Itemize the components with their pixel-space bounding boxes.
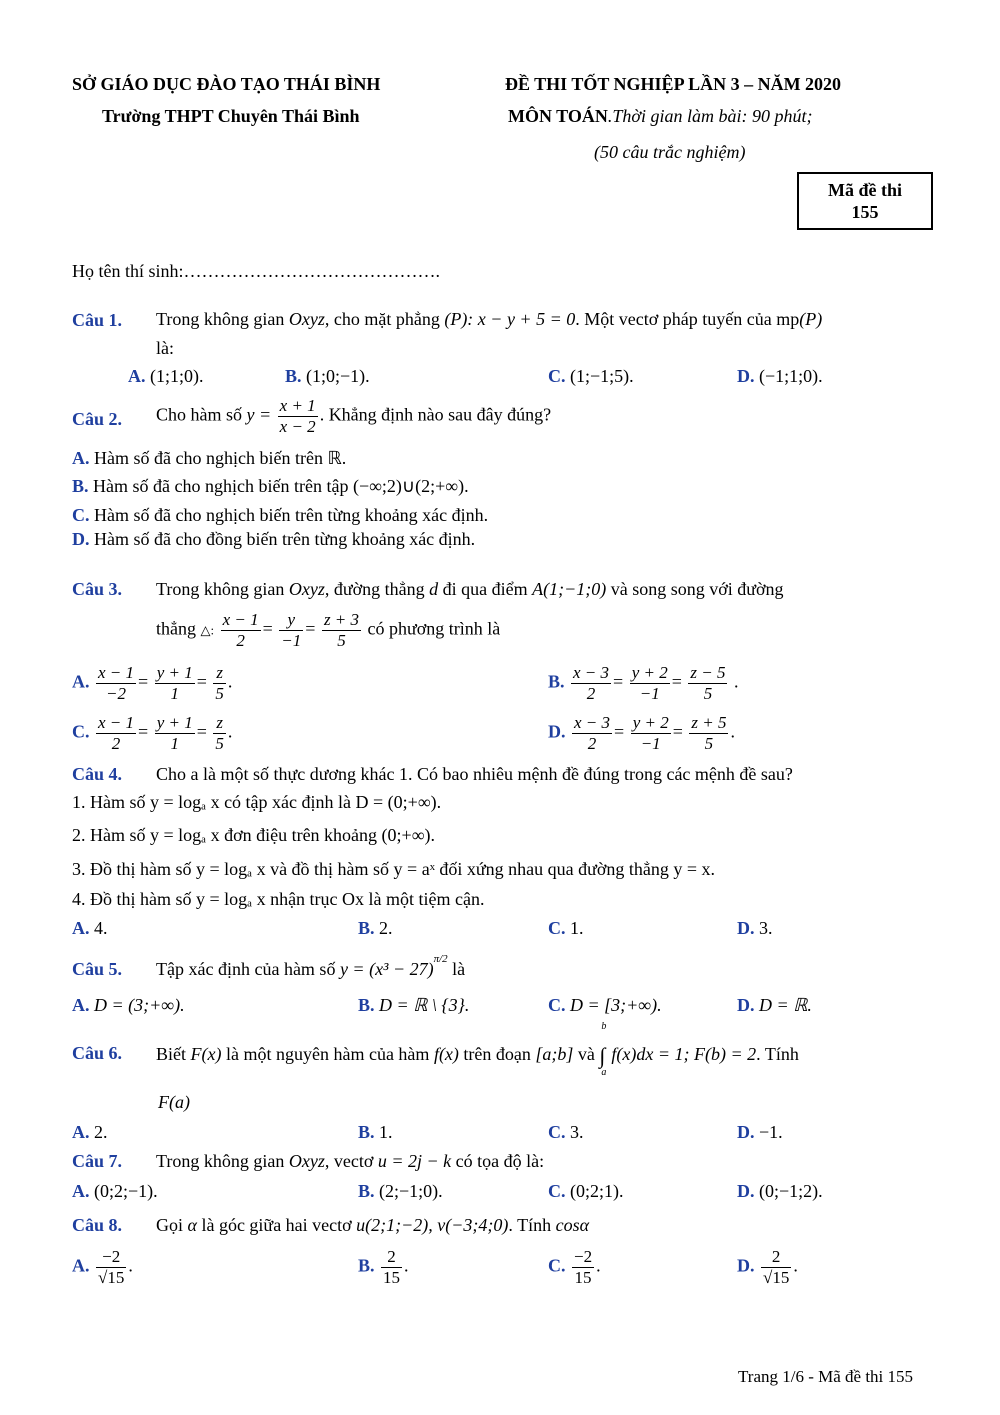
- q3-d2n: y + 2: [632, 713, 669, 732]
- q2-num: x + 1: [279, 396, 316, 415]
- q4-a-value: 4.: [94, 918, 108, 938]
- school-department: SỞ GIÁO DỤC ĐÀO TẠO THÁI BÌNH: [72, 74, 381, 94]
- q3-c-label: C.: [72, 721, 90, 742]
- q1-option-c[interactable]: [548, 366, 634, 387]
- exam-code-box: [797, 172, 933, 230]
- q8-a-num: −2: [96, 1247, 126, 1268]
- q6-d-value: −1.: [759, 1122, 783, 1142]
- q2-b-label: B.: [72, 476, 89, 496]
- q1-text-a: Trong không gian: [156, 309, 289, 329]
- q6-stem-line2: F(a): [158, 1092, 190, 1112]
- q7-c-label: C.: [548, 1181, 566, 1201]
- q3-oxyz: Oxyz: [288, 579, 325, 599]
- q5-function: y = (x³ − 27): [339, 959, 434, 979]
- q4-option-d[interactable]: [737, 918, 773, 939]
- q8-text-c: . Tính: [508, 1215, 556, 1235]
- q7-option-d[interactable]: [737, 1181, 823, 1202]
- q7-a-label: A.: [72, 1181, 90, 1201]
- q2-b-value: Hàm số đã cho nghịch biến trên tập (−∞;2)∪(2;+∞).: [93, 476, 469, 496]
- q8-stem: [156, 1215, 589, 1236]
- q3-a-frac-3: [213, 663, 226, 704]
- q3-b-label: B.: [548, 671, 565, 692]
- q3-d-frac-3: [689, 713, 728, 754]
- q4-statement-3: 3. Đồ thị hàm số y = logₐ x và đồ thị hàm số y = aˣ đối xứng nhau qua đường thẳng y = x.: [72, 859, 716, 879]
- q3-f2n: y: [279, 610, 303, 631]
- q3-b-frac-2: [630, 663, 670, 704]
- q8-d-frac: [761, 1247, 791, 1288]
- q5-option-a[interactable]: [72, 995, 185, 1016]
- q6-label: Câu 6.: [72, 1043, 123, 1063]
- q3-c-frac-2: [155, 713, 195, 754]
- q4-statement-4: 4. Đồ thị hàm số y = logₐ x nhận trục Ox là một tiệm cận.: [72, 889, 485, 909]
- q6-integral-sign: b ∫ a: [599, 1021, 607, 1078]
- q3-stem: [156, 579, 784, 600]
- q2-c-value: Hàm số đã cho nghịch biến trên từng khoảng xác định.: [94, 505, 489, 525]
- exam-subject-line: [508, 106, 812, 127]
- q3-d-frac-2: [631, 713, 671, 754]
- q7-option-b[interactable]: [358, 1181, 443, 1202]
- q5-c-label: C.: [548, 995, 566, 1015]
- question-1: [72, 309, 122, 331]
- q8-cos: cosα: [555, 1215, 590, 1235]
- q3-a1n: x − 1: [98, 663, 135, 682]
- q3-b2d: −1: [639, 684, 660, 703]
- q3-c1n: x − 1: [98, 713, 135, 732]
- q6-a-label: A.: [72, 1122, 90, 1142]
- q2-option-d[interactable]: [72, 529, 475, 550]
- q3-option-c[interactable]: C. $\frac{x - 1}{2}$ = $\frac{y + 1}{1}$ = $\frac{z}{5}$ .: [72, 713, 233, 753]
- q2-option-b[interactable]: [72, 476, 469, 497]
- q6-text-d: và: [573, 1044, 600, 1065]
- q2-c-label: C.: [72, 505, 90, 525]
- q3-a1d: −2: [106, 684, 126, 703]
- q8-a-label: A.: [72, 1255, 90, 1276]
- q8-d-num: 2: [761, 1247, 791, 1268]
- q8-d-den: √15: [763, 1268, 790, 1287]
- q4-c-value: 1.: [570, 918, 584, 938]
- q3-label: Câu 3.: [72, 579, 123, 599]
- q6-text-a: Biết: [156, 1044, 191, 1065]
- q3-c1d: 2: [111, 734, 121, 753]
- q4-b-label: B.: [358, 918, 375, 938]
- q6-d-label: D.: [737, 1122, 755, 1142]
- q8-vectors: u(2;1;−2), v(−3;4;0): [356, 1215, 509, 1235]
- q6-c-label: C.: [548, 1122, 566, 1142]
- q1-b-value: (1;0;−1).: [306, 366, 370, 386]
- q4-option-a[interactable]: [72, 918, 108, 939]
- q6-option-b[interactable]: [358, 1122, 393, 1143]
- q1-text-c: . Một vectơ pháp tuyến của mp: [575, 309, 800, 329]
- q3-frac-3: [322, 610, 361, 651]
- q8-b-label: B.: [358, 1255, 375, 1276]
- q5-b-value: D = ℝ \ {3}.: [379, 995, 470, 1015]
- q8-alpha: α: [187, 1215, 197, 1235]
- q3-d-label: D.: [548, 721, 566, 742]
- q8-b-num: 2: [381, 1247, 402, 1268]
- q4-b-value: 2.: [379, 918, 393, 938]
- q6-int-upper: b: [601, 1021, 607, 1032]
- candidate-name-line: Họ tên thí sinh:…………………………………….: [72, 261, 440, 281]
- q5-b-label: B.: [358, 995, 375, 1015]
- q8-a-den: √15: [98, 1268, 125, 1287]
- q8-c-num: −2: [574, 1247, 593, 1266]
- q3-f2d: −1: [281, 631, 302, 650]
- q3-a-label: A.: [72, 671, 90, 692]
- q2-y: y =: [246, 404, 272, 425]
- q3-d1n: x − 3: [574, 713, 611, 732]
- q7-c-value: (0;2;1).: [570, 1181, 624, 1201]
- q5-option-c[interactable]: [548, 995, 662, 1016]
- q6-Fx: F(x): [190, 1044, 222, 1065]
- q8-c-frac: [572, 1247, 594, 1288]
- q3-line2-b: có phương trình là: [367, 618, 501, 639]
- q6-option-c[interactable]: [548, 1122, 584, 1143]
- q6-option-a[interactable]: [72, 1122, 108, 1143]
- q8-b-frac: [381, 1247, 402, 1288]
- q5-c-value: D = [3;+∞).: [570, 995, 662, 1015]
- q3-c-frac-1: [96, 713, 136, 754]
- q1-plane: (P): x − y + 5 = 0: [444, 309, 576, 329]
- q1-stem-line2: là:: [156, 338, 174, 358]
- q7-option-c[interactable]: [548, 1181, 624, 1202]
- q8-a-frac: [96, 1247, 126, 1288]
- q7-text-a: Trong không gian: [156, 1151, 289, 1171]
- q6-interval: [a;b]: [535, 1044, 574, 1065]
- q3-option-d[interactable]: D. $\frac{x - 3}{2}$ = $\frac{y + 2}{-1}$ = $\frac{z + 5}{5}$ .: [548, 713, 735, 753]
- q3-c2n: y + 1: [156, 713, 193, 732]
- q7-d-value: (0;−1;2).: [759, 1181, 823, 1201]
- q5-option-d[interactable]: [737, 995, 812, 1016]
- q2-stem: [156, 396, 551, 437]
- q8-label: Câu 8.: [72, 1215, 123, 1235]
- q3-a3n: z: [213, 663, 226, 684]
- q3-text-b: , đường thẳng: [324, 579, 430, 599]
- q2-option-a[interactable]: [72, 448, 346, 469]
- q7-b-value: (2;−1;0).: [379, 1181, 443, 1201]
- q8-option-c[interactable]: C. $\frac{-2}{15}$ .: [548, 1247, 601, 1287]
- q3-b2n: y + 2: [631, 663, 668, 682]
- q3-d-frac-1: [572, 713, 612, 754]
- q3-b-frac-3: [688, 663, 727, 704]
- q4-d-label: D.: [737, 918, 755, 938]
- q7-text-b: , vectơ: [324, 1151, 378, 1171]
- q3-frac-1: [221, 610, 261, 651]
- q3-frac-2: [279, 610, 303, 651]
- q3-c3d: 5: [215, 734, 224, 753]
- q3-f1d: 2: [236, 631, 245, 650]
- q4-statement-1: 1. Hàm số y = logₐ x có tập xác định là D = (0;+∞).: [72, 792, 442, 812]
- q8-option-a[interactable]: A. $\frac{-2}{√15}$ .: [72, 1247, 133, 1287]
- q3-d3n: z + 5: [691, 713, 727, 732]
- q3-a-frac-1: [96, 663, 136, 704]
- q4-option-b[interactable]: [358, 918, 393, 939]
- q2-den: x − 2: [279, 417, 316, 436]
- q5-text-a: Tập xác định của hàm số: [156, 959, 340, 979]
- q3-a-frac-2: [155, 663, 195, 704]
- q5-exponent: π/2: [433, 953, 448, 965]
- exam-code-label: Mã đề thi: [828, 180, 902, 200]
- exam-code-value: 155: [851, 202, 879, 222]
- q5-d-value: D = ℝ.: [759, 995, 812, 1015]
- q3-text-d: và song song với đường: [606, 579, 784, 599]
- q4-statement-2: 2. Hàm số y = logₐ x đơn điệu trên khoảng (0;+∞).: [72, 825, 436, 845]
- q1-text-b: , cho mặt phẳng: [324, 309, 445, 329]
- q3-c3n: z: [213, 713, 226, 734]
- q6-text-c: trên đoạn: [458, 1044, 536, 1065]
- q2-label: Câu 2.: [72, 409, 123, 429]
- q6-integral: f(x)dx = 1; F(b) = 2: [611, 1044, 757, 1065]
- q3-line2-a: thẳng: [156, 618, 201, 639]
- q1-p: (P): [799, 309, 823, 329]
- q1-option-b[interactable]: [285, 366, 370, 387]
- q5-d-label: D.: [737, 995, 755, 1015]
- q7-a-value: (0;2;−1).: [94, 1181, 158, 1201]
- q3-f3n: z + 3: [323, 610, 360, 629]
- school-name: Trường THPT Chuyên Thái Bình: [102, 106, 360, 126]
- q6-fx: f(x): [433, 1044, 459, 1065]
- q2-fraction: [278, 396, 318, 437]
- q2-d-label: D.: [72, 529, 90, 549]
- q7-oxyz: Oxyz: [288, 1151, 325, 1171]
- exam-title: ĐỀ THI TỐT NGHIỆP LẦN 3 – NĂM 2020: [505, 74, 842, 94]
- q5-a-label: A.: [72, 995, 90, 1015]
- q5-stem: [156, 953, 466, 980]
- q6-text-e: . Tính: [756, 1044, 799, 1065]
- q3-b-frac-1: [571, 663, 611, 704]
- q6-c-value: 3.: [570, 1122, 584, 1142]
- q8-d-label: D.: [737, 1255, 755, 1276]
- q3-text-a: Trong không gian: [156, 579, 289, 599]
- q4-a-label: A.: [72, 918, 90, 938]
- q3-d: d: [429, 579, 439, 599]
- q8-b-den: 15: [383, 1268, 401, 1287]
- q7-stem: [156, 1151, 544, 1172]
- q2-option-c[interactable]: [72, 505, 488, 526]
- q4-label: Câu 4.: [72, 764, 123, 784]
- q2-d-value: Hàm số đã cho đồng biến trên từng khoảng xác định.: [94, 529, 476, 549]
- q1-b-label: B.: [285, 366, 302, 386]
- q6-text-b: là một nguyên hàm của hàm: [221, 1044, 434, 1065]
- question-count: (50 câu trắc nghiệm): [594, 142, 746, 162]
- q3-d2d: −1: [640, 734, 661, 753]
- q3-option-a[interactable]: A. $\frac{x - 1}{-2}$ = $\frac{y + 1}{1}$ = $\frac{z}{5}$ .: [72, 663, 233, 703]
- q5-option-b[interactable]: [358, 995, 469, 1016]
- q8-text-a: Gọi: [156, 1215, 188, 1235]
- q1-option-d[interactable]: [737, 366, 823, 387]
- q6-a-value: 2.: [94, 1122, 108, 1142]
- q3-f1n: x − 1: [222, 610, 259, 629]
- q3-b3d: 5: [703, 684, 713, 703]
- q4-option-c[interactable]: [548, 918, 584, 939]
- q3-c2d: 1: [170, 734, 179, 753]
- q8-c-label: C.: [548, 1255, 566, 1276]
- q8-option-b[interactable]: B. $\frac{2}{15}$ .: [358, 1247, 409, 1287]
- q3-stem-line2: thẳng △: $\frac{x - 1}{2}$ = $\frac{y}{-1}$ = $\frac{z + 3}{5}$ có phương trình là: [156, 610, 501, 650]
- q8-c-den: 15: [574, 1268, 592, 1287]
- q5-label: Câu 5.: [72, 959, 123, 979]
- q8-option-d[interactable]: D. $\frac{2}{√15}$ .: [737, 1247, 798, 1287]
- q7-d-label: D.: [737, 1181, 755, 1201]
- q1-c-label: C.: [548, 366, 566, 386]
- q1-a-value: (1;1;0).: [150, 366, 204, 386]
- q6-int-lower: a: [601, 1067, 607, 1078]
- q1-d-label: D.: [737, 366, 755, 386]
- q2-a-value: Hàm số đã cho nghịch biến trên ℝ.: [94, 448, 347, 468]
- q6-b-label: B.: [358, 1122, 375, 1142]
- q1-a-label: A.: [128, 366, 146, 386]
- q3-delta: △:: [200, 622, 215, 638]
- q3-point: A(1;−1;0): [532, 579, 607, 599]
- q2-a-label: A.: [72, 448, 90, 468]
- q3-d1d: 2: [587, 734, 597, 753]
- time-limit: .Thời gian làm bài: 90 phút;: [607, 106, 813, 126]
- q1-label: Câu 1.: [72, 310, 123, 330]
- q5-text-b: là: [447, 959, 466, 979]
- q3-b1n: x − 3: [573, 663, 610, 682]
- q1-c-value: (1;−1;5).: [570, 366, 634, 386]
- q8-text-b: là góc giữa hai vectơ: [196, 1215, 357, 1235]
- q2-text-b: . Khẳng định nào sau đây đúng?: [319, 404, 552, 425]
- q6-option-d[interactable]: [737, 1122, 783, 1143]
- q7-b-label: B.: [358, 1181, 375, 1201]
- page-footer: Trang 1/6 - Mã đề thi 155: [738, 1367, 914, 1386]
- q7-label: Câu 7.: [72, 1151, 123, 1171]
- q6-stem: [156, 1021, 799, 1078]
- q3-d3d: 5: [704, 734, 714, 753]
- q4-c-label: C.: [548, 918, 566, 938]
- q1-stem: [156, 309, 822, 330]
- subject: MÔN TOÁN: [508, 106, 608, 126]
- q4-stem: Cho a là một số thực dương khác 1. Có bao nhiêu mệnh đề đúng trong các mệnh đề sau?: [156, 764, 793, 784]
- q5-a-value: D = (3;+∞).: [94, 995, 185, 1015]
- q7-vector: u = 2j − k: [377, 1151, 452, 1171]
- q1-oxyz: Oxyz: [288, 309, 325, 329]
- q1-option-a[interactable]: [128, 366, 204, 387]
- q3-b3n: z − 5: [690, 663, 726, 682]
- q3-text-c: đi qua điểm: [438, 579, 533, 599]
- q3-c-frac-3: [213, 713, 226, 754]
- q3-a3d: 5: [215, 684, 224, 703]
- q7-text-c: có tọa độ là:: [451, 1151, 545, 1171]
- q1-d-value: (−1;1;0).: [759, 366, 823, 386]
- q3-b1d: 2: [586, 684, 596, 703]
- q6-b-value: 1.: [379, 1122, 393, 1142]
- q2-text-a: Cho hàm số: [156, 404, 247, 425]
- q3-f3d: 5: [337, 631, 346, 650]
- q7-option-a[interactable]: [72, 1181, 158, 1202]
- q3-option-b[interactable]: B. $\frac{x - 3}{2}$ = $\frac{y + 2}{-1}$ = $\frac{z - 5}{5}$ .: [548, 663, 739, 703]
- q4-d-value: 3.: [759, 918, 773, 938]
- q3-a2n: y + 1: [156, 663, 193, 682]
- q3-a2d: 1: [170, 684, 179, 703]
